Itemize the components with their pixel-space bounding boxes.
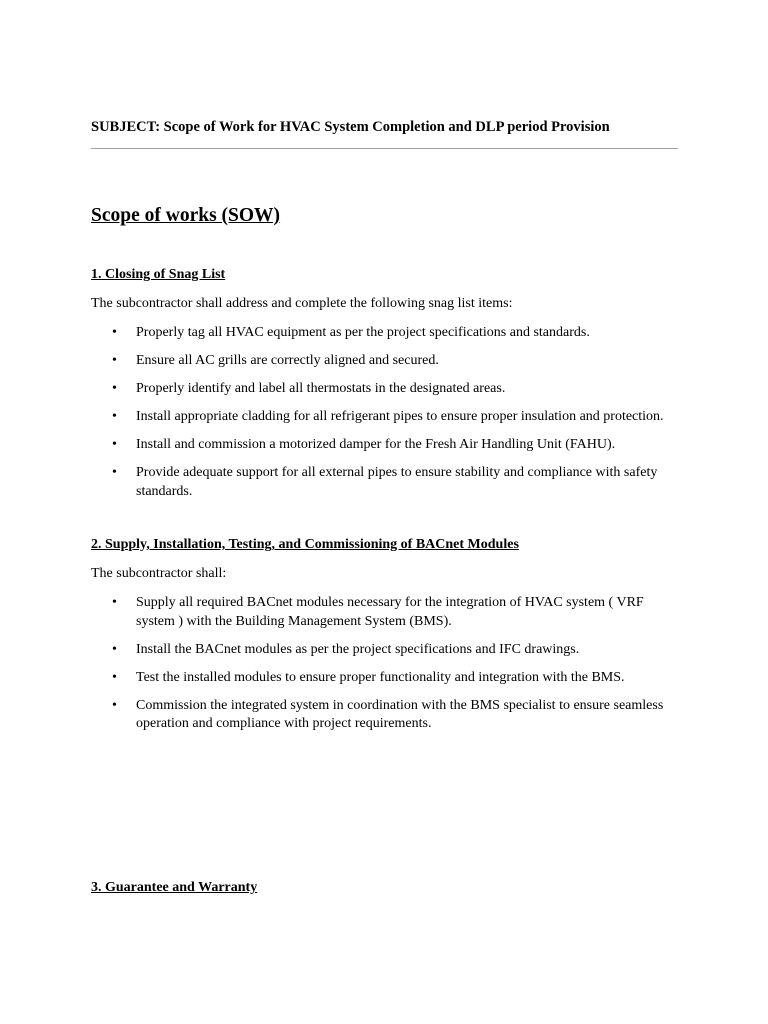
list-item: [91, 324, 671, 343]
list-item-text: Install appropriate cladding for all refrigerant pipes to ensure proper insulation and protection.: [136, 409, 664, 424]
list-item-text: Properly identify and label all thermostats in the designated areas.: [136, 381, 506, 396]
bullet-icon: •: [112, 353, 117, 368]
bullet-icon: •: [112, 409, 117, 424]
list-item: [91, 641, 671, 660]
list-item: [91, 594, 671, 631]
section-intro-bacnet-modules: The subcontractor shall:: [91, 566, 227, 581]
list-item: [91, 464, 671, 501]
list-item: [91, 408, 671, 427]
list-item-text: Properly tag all HVAC equipment as per the project specifications and standards.: [136, 325, 590, 340]
snag-list-items: [91, 324, 671, 511]
list-item: [91, 669, 671, 688]
scope-of-works-heading: Scope of works (SOW): [91, 205, 281, 226]
bullet-icon: •: [112, 465, 117, 480]
list-item-text: Install the BACnet modules as per the project specifications and IFC drawings.: [136, 641, 580, 657]
section-heading-snag-list: 1. Closing of Snag List: [91, 267, 226, 282]
bullet-icon: •: [112, 669, 117, 685]
list-item: [91, 436, 671, 455]
bacnet-list-items: [91, 594, 671, 743]
bullet-icon: •: [112, 595, 117, 610]
list-item: [91, 380, 671, 399]
list-item-text: Ensure all AC grills are correctly aligned and secured.: [136, 353, 439, 368]
bullet-icon: •: [112, 697, 117, 713]
list-item: [91, 697, 671, 734]
bullet-icon: •: [112, 641, 117, 657]
list-item-text: Provide adequate support for all external pipes to ensure stability and compliance with safety standards.: [136, 465, 658, 499]
subject-line: SUBJECT: Scope of Work for HVAC System Completion and DLP period Provision: [91, 119, 610, 135]
bullet-icon: •: [112, 381, 117, 396]
section-heading-bacnet-modules: 2. Supply, Installation, Testing, and Commissioning of BACnet Modules: [91, 537, 519, 552]
bullet-icon: •: [112, 437, 117, 452]
list-item-text: Commission the integrated system in coordination with the BMS specialist to ensure seamless operation and compliance with project requirements.: [136, 697, 664, 731]
list-item: [91, 352, 671, 371]
section-intro-snag-list: The subcontractor shall address and complete the following snag list items:: [91, 296, 513, 311]
section-heading-guarantee-warranty: 3. Guarantee and Warranty: [91, 880, 258, 895]
bullet-icon: •: [112, 325, 117, 340]
list-item-text: Install and commission a motorized damper for the Fresh Air Handling Unit (FAHU).: [136, 437, 616, 452]
list-item-text: Test the installed modules to ensure proper functionality and integration with the BMS.: [136, 669, 625, 685]
horizontal-divider: [91, 148, 678, 149]
list-item-text: Supply all required BACnet modules necessary for the integration of HVAC system ( VRF system ) with the Building Management System (BMS).: [136, 595, 644, 629]
